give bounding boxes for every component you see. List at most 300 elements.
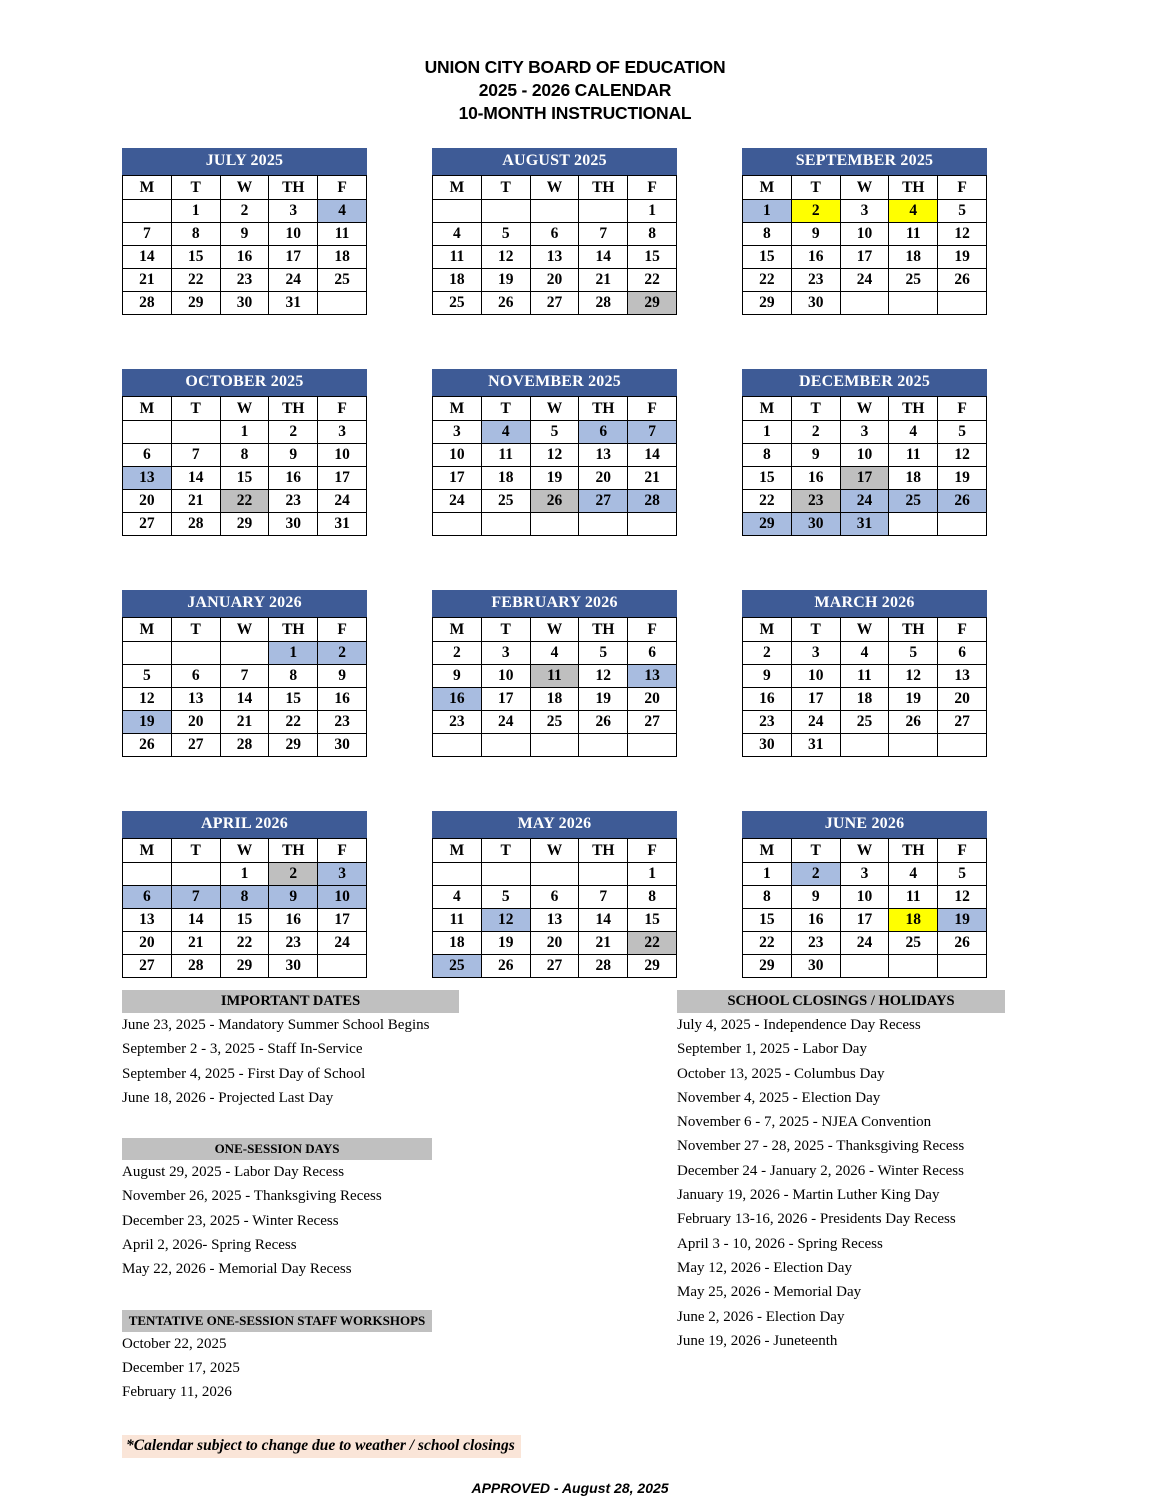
day-cell: 26 <box>938 490 987 513</box>
day-cell: 17 <box>269 246 318 269</box>
day-cell: 14 <box>171 909 220 932</box>
list-item: June 23, 2025 - Mandatory Summer School Begins <box>122 1017 430 1033</box>
week-row <box>743 200 987 223</box>
month-day-table <box>122 617 367 757</box>
day-cell: 2 <box>743 642 792 665</box>
empty-day-cell <box>938 734 987 757</box>
empty-day-cell <box>171 642 220 665</box>
list-item: October 22, 2025 <box>122 1335 227 1352</box>
week-row <box>433 467 677 490</box>
day-cell: 6 <box>171 665 220 688</box>
day-cell: 23 <box>743 711 792 734</box>
day-cell: 23 <box>791 932 840 955</box>
week-row <box>433 886 677 909</box>
day-cell: 18 <box>318 246 367 269</box>
empty-day-cell <box>889 955 938 978</box>
day-cell: 28 <box>171 513 220 536</box>
weekday-header-t: T <box>171 176 220 200</box>
day-cell: 20 <box>123 932 172 955</box>
day-cell: 8 <box>220 886 269 909</box>
week-row <box>123 467 367 490</box>
day-cell: 1 <box>220 863 269 886</box>
day-cell: 20 <box>628 688 677 711</box>
day-cell: 14 <box>123 246 172 269</box>
day-cell: 25 <box>889 269 938 292</box>
day-cell: 13 <box>530 909 579 932</box>
calendar-month-row <box>0 369 1150 536</box>
list-item: May 12, 2026 - Election Day <box>677 1259 852 1276</box>
one-session-days-list <box>122 1160 592 1281</box>
week-row <box>123 200 367 223</box>
day-cell: 10 <box>791 665 840 688</box>
day-cell: 13 <box>938 665 987 688</box>
list-item: June 18, 2026 - Projected Last Day <box>122 1089 334 1106</box>
list-item: April 3 - 10, 2026 - Spring Recess <box>677 1235 883 1252</box>
month-november-2025 <box>432 369 677 536</box>
day-cell: 11 <box>481 444 530 467</box>
month-day-table <box>742 838 987 978</box>
legend-section <box>0 990 1150 1496</box>
day-cell: 4 <box>318 200 367 223</box>
empty-day-cell <box>481 513 530 536</box>
day-cell: 14 <box>171 467 220 490</box>
day-cell: 18 <box>433 269 482 292</box>
day-cell: 26 <box>123 734 172 757</box>
week-row <box>123 513 367 536</box>
day-cell: 30 <box>791 955 840 978</box>
day-cell: 3 <box>840 863 889 886</box>
day-cell: 16 <box>269 467 318 490</box>
day-cell: 1 <box>171 200 220 223</box>
day-cell: 16 <box>433 688 482 711</box>
day-cell: 2 <box>433 642 482 665</box>
week-row <box>743 863 987 886</box>
week-row <box>433 490 677 513</box>
day-cell: 5 <box>481 886 530 909</box>
day-cell: 19 <box>123 711 172 734</box>
day-cell: 12 <box>481 246 530 269</box>
day-cell: 9 <box>220 223 269 246</box>
month-july-2025 <box>122 148 367 315</box>
day-cell: 14 <box>628 444 677 467</box>
day-cell: 12 <box>889 665 938 688</box>
list-item: November 26, 2025 - Thanksgiving Recess <box>122 1188 382 1205</box>
day-cell: 27 <box>530 955 579 978</box>
day-cell: 13 <box>123 467 172 490</box>
week-row <box>743 467 987 490</box>
day-cell: 10 <box>318 886 367 909</box>
day-cell: 8 <box>628 886 677 909</box>
day-cell: 24 <box>318 490 367 513</box>
day-cell: 16 <box>791 467 840 490</box>
day-cell: 1 <box>743 863 792 886</box>
week-row <box>433 421 677 444</box>
title-line-calendar-years: 2025 - 2026 CALENDAR <box>478 80 672 101</box>
list-item: February 13-16, 2026 - Presidents Day Recess <box>677 1211 956 1228</box>
day-cell: 27 <box>628 711 677 734</box>
weekday-header-row <box>123 176 367 200</box>
weekday-header-f: F <box>318 839 367 863</box>
day-cell: 1 <box>269 642 318 665</box>
day-cell: 3 <box>318 863 367 886</box>
month-day-table <box>742 396 987 536</box>
weekday-header-t: T <box>791 839 840 863</box>
empty-day-cell <box>318 955 367 978</box>
weekday-header-th: TH <box>269 618 318 642</box>
day-cell: 10 <box>840 223 889 246</box>
weekday-header-f: F <box>318 618 367 642</box>
month-title: JUNE 2026 <box>742 811 987 838</box>
day-cell: 19 <box>938 467 987 490</box>
day-cell: 16 <box>269 909 318 932</box>
day-cell: 19 <box>938 246 987 269</box>
empty-day-cell <box>433 513 482 536</box>
week-row <box>123 246 367 269</box>
weekday-header-m: M <box>433 839 482 863</box>
weekday-header-row <box>123 839 367 863</box>
day-cell: 31 <box>791 734 840 757</box>
title-line-organization: UNION CITY BOARD OF EDUCATION <box>424 57 726 77</box>
list-item: December 24 - January 2, 2026 - Winter Recess <box>677 1162 964 1179</box>
day-cell: 7 <box>171 886 220 909</box>
month-title: AUGUST 2025 <box>432 148 677 175</box>
day-cell: 12 <box>938 444 987 467</box>
day-cell: 20 <box>938 688 987 711</box>
week-row <box>123 734 367 757</box>
week-row <box>743 246 987 269</box>
day-cell: 2 <box>791 200 840 223</box>
week-row <box>123 490 367 513</box>
day-cell: 27 <box>938 711 987 734</box>
day-cell: 19 <box>530 467 579 490</box>
day-cell: 25 <box>433 955 482 978</box>
day-cell: 22 <box>171 269 220 292</box>
day-cell: 21 <box>220 711 269 734</box>
empty-day-cell <box>889 292 938 315</box>
week-row <box>433 200 677 223</box>
day-cell: 18 <box>889 467 938 490</box>
week-row <box>433 932 677 955</box>
day-cell: 24 <box>269 269 318 292</box>
approval-footer: APPROVED - August 28, 2025 <box>471 1479 669 1496</box>
list-item: August 29, 2025 - Labor Day Recess <box>122 1164 345 1181</box>
day-cell: 10 <box>481 665 530 688</box>
day-cell: 29 <box>743 955 792 978</box>
weekday-header-f: F <box>628 397 677 421</box>
week-row <box>123 421 367 444</box>
day-cell: 24 <box>840 490 889 513</box>
weekday-header-w: W <box>840 397 889 421</box>
day-cell: 23 <box>791 269 840 292</box>
day-cell: 5 <box>123 665 172 688</box>
day-cell: 3 <box>269 200 318 223</box>
month-august-2025 <box>432 148 677 315</box>
weekday-header-th: TH <box>269 176 318 200</box>
week-row <box>433 734 677 757</box>
week-row <box>123 292 367 315</box>
day-cell: 1 <box>220 421 269 444</box>
day-cell: 9 <box>433 665 482 688</box>
week-row <box>123 909 367 932</box>
week-row <box>743 292 987 315</box>
day-cell: 4 <box>530 642 579 665</box>
week-row <box>743 513 987 536</box>
week-row <box>123 688 367 711</box>
day-cell: 23 <box>433 711 482 734</box>
weekday-header-t: T <box>481 839 530 863</box>
day-cell: 8 <box>171 223 220 246</box>
day-cell: 3 <box>791 642 840 665</box>
weekday-header-th: TH <box>579 839 628 863</box>
day-cell: 6 <box>123 444 172 467</box>
day-cell: 15 <box>743 909 792 932</box>
week-row <box>433 909 677 932</box>
day-cell: 17 <box>318 467 367 490</box>
day-cell: 22 <box>628 932 677 955</box>
day-cell: 6 <box>938 642 987 665</box>
day-cell: 31 <box>318 513 367 536</box>
month-title: MAY 2026 <box>432 811 677 838</box>
day-cell: 14 <box>579 909 628 932</box>
day-cell: 19 <box>938 909 987 932</box>
month-title: JULY 2025 <box>122 148 367 175</box>
day-cell: 17 <box>840 467 889 490</box>
day-cell: 30 <box>791 513 840 536</box>
important-dates-heading: IMPORTANT DATES <box>122 990 459 1013</box>
day-cell: 5 <box>889 642 938 665</box>
day-cell: 15 <box>171 246 220 269</box>
staff-workshops-list <box>122 1332 592 1405</box>
day-cell: 24 <box>481 711 530 734</box>
day-cell: 27 <box>123 955 172 978</box>
empty-day-cell <box>171 863 220 886</box>
empty-day-cell <box>530 863 579 886</box>
weekday-header-th: TH <box>889 839 938 863</box>
day-cell: 22 <box>220 490 269 513</box>
calendar-month-row <box>0 148 1150 315</box>
month-may-2026 <box>432 811 677 978</box>
weekday-header-f: F <box>318 397 367 421</box>
day-cell: 6 <box>530 886 579 909</box>
day-cell: 30 <box>269 955 318 978</box>
list-item: June 19, 2026 - Juneteenth <box>677 1332 838 1349</box>
day-cell: 6 <box>579 421 628 444</box>
weekday-header-t: T <box>791 176 840 200</box>
weekday-header-f: F <box>628 176 677 200</box>
list-item: May 25, 2026 - Memorial Day <box>677 1284 862 1301</box>
empty-day-cell <box>220 642 269 665</box>
day-cell: 15 <box>269 688 318 711</box>
staff-workshops-heading: TENTATIVE ONE-SESSION STAFF WORKSHOPS <box>122 1310 432 1332</box>
day-cell: 11 <box>433 246 482 269</box>
empty-day-cell <box>433 200 482 223</box>
day-cell: 30 <box>318 734 367 757</box>
day-cell: 29 <box>628 292 677 315</box>
weekday-header-th: TH <box>889 176 938 200</box>
week-row <box>123 863 367 886</box>
weekday-header-row <box>743 618 987 642</box>
day-cell: 20 <box>579 467 628 490</box>
day-cell: 17 <box>791 688 840 711</box>
day-cell: 8 <box>269 665 318 688</box>
day-cell: 14 <box>220 688 269 711</box>
day-cell: 21 <box>123 269 172 292</box>
week-row <box>433 642 677 665</box>
month-title: MARCH 2026 <box>742 590 987 617</box>
day-cell: 22 <box>220 932 269 955</box>
day-cell: 7 <box>123 223 172 246</box>
day-cell: 25 <box>433 292 482 315</box>
day-cell: 12 <box>938 223 987 246</box>
month-april-2026 <box>122 811 367 978</box>
month-title: OCTOBER 2025 <box>122 369 367 396</box>
day-cell: 1 <box>628 863 677 886</box>
empty-day-cell <box>481 863 530 886</box>
day-cell: 12 <box>579 665 628 688</box>
month-day-table <box>432 838 677 978</box>
day-cell: 31 <box>269 292 318 315</box>
day-cell: 18 <box>889 246 938 269</box>
day-cell: 5 <box>938 421 987 444</box>
weekday-header-row <box>433 397 677 421</box>
day-cell: 22 <box>743 490 792 513</box>
month-february-2026 <box>432 590 677 757</box>
month-title: APRIL 2026 <box>122 811 367 838</box>
day-cell: 25 <box>889 490 938 513</box>
weekday-header-w: W <box>530 397 579 421</box>
empty-day-cell <box>938 513 987 536</box>
empty-day-cell <box>628 734 677 757</box>
day-cell: 11 <box>889 223 938 246</box>
day-cell: 2 <box>220 200 269 223</box>
day-cell: 17 <box>840 909 889 932</box>
weekday-header-row <box>433 839 677 863</box>
weekday-header-m: M <box>123 176 172 200</box>
weekday-header-m: M <box>123 839 172 863</box>
day-cell: 7 <box>579 223 628 246</box>
day-cell: 17 <box>481 688 530 711</box>
weekday-header-row <box>123 618 367 642</box>
day-cell: 15 <box>220 467 269 490</box>
empty-day-cell <box>481 734 530 757</box>
day-cell: 9 <box>791 444 840 467</box>
day-cell: 3 <box>433 421 482 444</box>
day-cell: 4 <box>433 223 482 246</box>
weekday-header-w: W <box>220 618 269 642</box>
empty-day-cell <box>579 513 628 536</box>
month-october-2025 <box>122 369 367 536</box>
day-cell: 15 <box>743 467 792 490</box>
day-cell: 30 <box>743 734 792 757</box>
school-closings-list <box>677 1013 1097 1353</box>
empty-day-cell <box>530 513 579 536</box>
day-cell: 15 <box>628 246 677 269</box>
week-row <box>743 932 987 955</box>
day-cell: 24 <box>433 490 482 513</box>
day-cell: 18 <box>840 688 889 711</box>
day-cell: 4 <box>481 421 530 444</box>
day-cell: 17 <box>318 909 367 932</box>
weekday-header-f: F <box>318 176 367 200</box>
day-cell: 23 <box>791 490 840 513</box>
list-item: May 22, 2026 - Memorial Day Recess <box>122 1261 352 1278</box>
day-cell: 25 <box>481 490 530 513</box>
day-cell: 28 <box>628 490 677 513</box>
day-cell: 25 <box>840 711 889 734</box>
week-row <box>433 246 677 269</box>
week-row <box>743 269 987 292</box>
weekday-header-f: F <box>938 176 987 200</box>
day-cell: 16 <box>743 688 792 711</box>
day-cell: 10 <box>840 886 889 909</box>
day-cell: 16 <box>318 688 367 711</box>
day-cell: 11 <box>840 665 889 688</box>
day-cell: 22 <box>743 932 792 955</box>
month-day-table <box>122 175 367 315</box>
week-row <box>123 932 367 955</box>
weekday-header-th: TH <box>889 618 938 642</box>
important-dates-list <box>122 1013 592 1110</box>
week-row <box>433 269 677 292</box>
month-day-table <box>122 396 367 536</box>
day-cell: 11 <box>530 665 579 688</box>
month-day-table <box>122 838 367 978</box>
empty-day-cell <box>123 642 172 665</box>
day-cell: 21 <box>579 269 628 292</box>
month-title: FEBRUARY 2026 <box>432 590 677 617</box>
day-cell: 1 <box>628 200 677 223</box>
day-cell: 26 <box>579 711 628 734</box>
month-day-table <box>742 175 987 315</box>
day-cell: 29 <box>628 955 677 978</box>
day-cell: 27 <box>530 292 579 315</box>
day-cell: 5 <box>530 421 579 444</box>
day-cell: 14 <box>579 246 628 269</box>
day-cell: 7 <box>628 421 677 444</box>
day-cell: 25 <box>889 932 938 955</box>
empty-day-cell <box>530 734 579 757</box>
day-cell: 20 <box>530 269 579 292</box>
day-cell: 22 <box>269 711 318 734</box>
month-day-table <box>432 396 677 536</box>
list-item: September 4, 2025 - First Day of School <box>122 1065 366 1082</box>
day-cell: 28 <box>220 734 269 757</box>
day-cell: 20 <box>171 711 220 734</box>
day-cell: 7 <box>171 444 220 467</box>
day-cell: 13 <box>171 688 220 711</box>
day-cell: 13 <box>579 444 628 467</box>
month-day-table <box>742 617 987 757</box>
day-cell: 1 <box>743 200 792 223</box>
day-cell: 30 <box>791 292 840 315</box>
day-cell: 26 <box>481 955 530 978</box>
weekday-header-t: T <box>791 618 840 642</box>
weekday-header-w: W <box>530 176 579 200</box>
day-cell: 4 <box>889 863 938 886</box>
weekday-header-t: T <box>481 618 530 642</box>
weekday-header-m: M <box>433 176 482 200</box>
day-cell: 16 <box>220 246 269 269</box>
empty-day-cell <box>889 734 938 757</box>
day-cell: 3 <box>481 642 530 665</box>
day-cell: 2 <box>791 421 840 444</box>
month-title: DECEMBER 2025 <box>742 369 987 396</box>
day-cell: 7 <box>579 886 628 909</box>
day-cell: 23 <box>269 490 318 513</box>
list-item: July 4, 2025 - Independence Day Recess <box>677 1017 921 1033</box>
weekday-header-m: M <box>743 176 792 200</box>
calendar-month-row <box>0 811 1150 978</box>
